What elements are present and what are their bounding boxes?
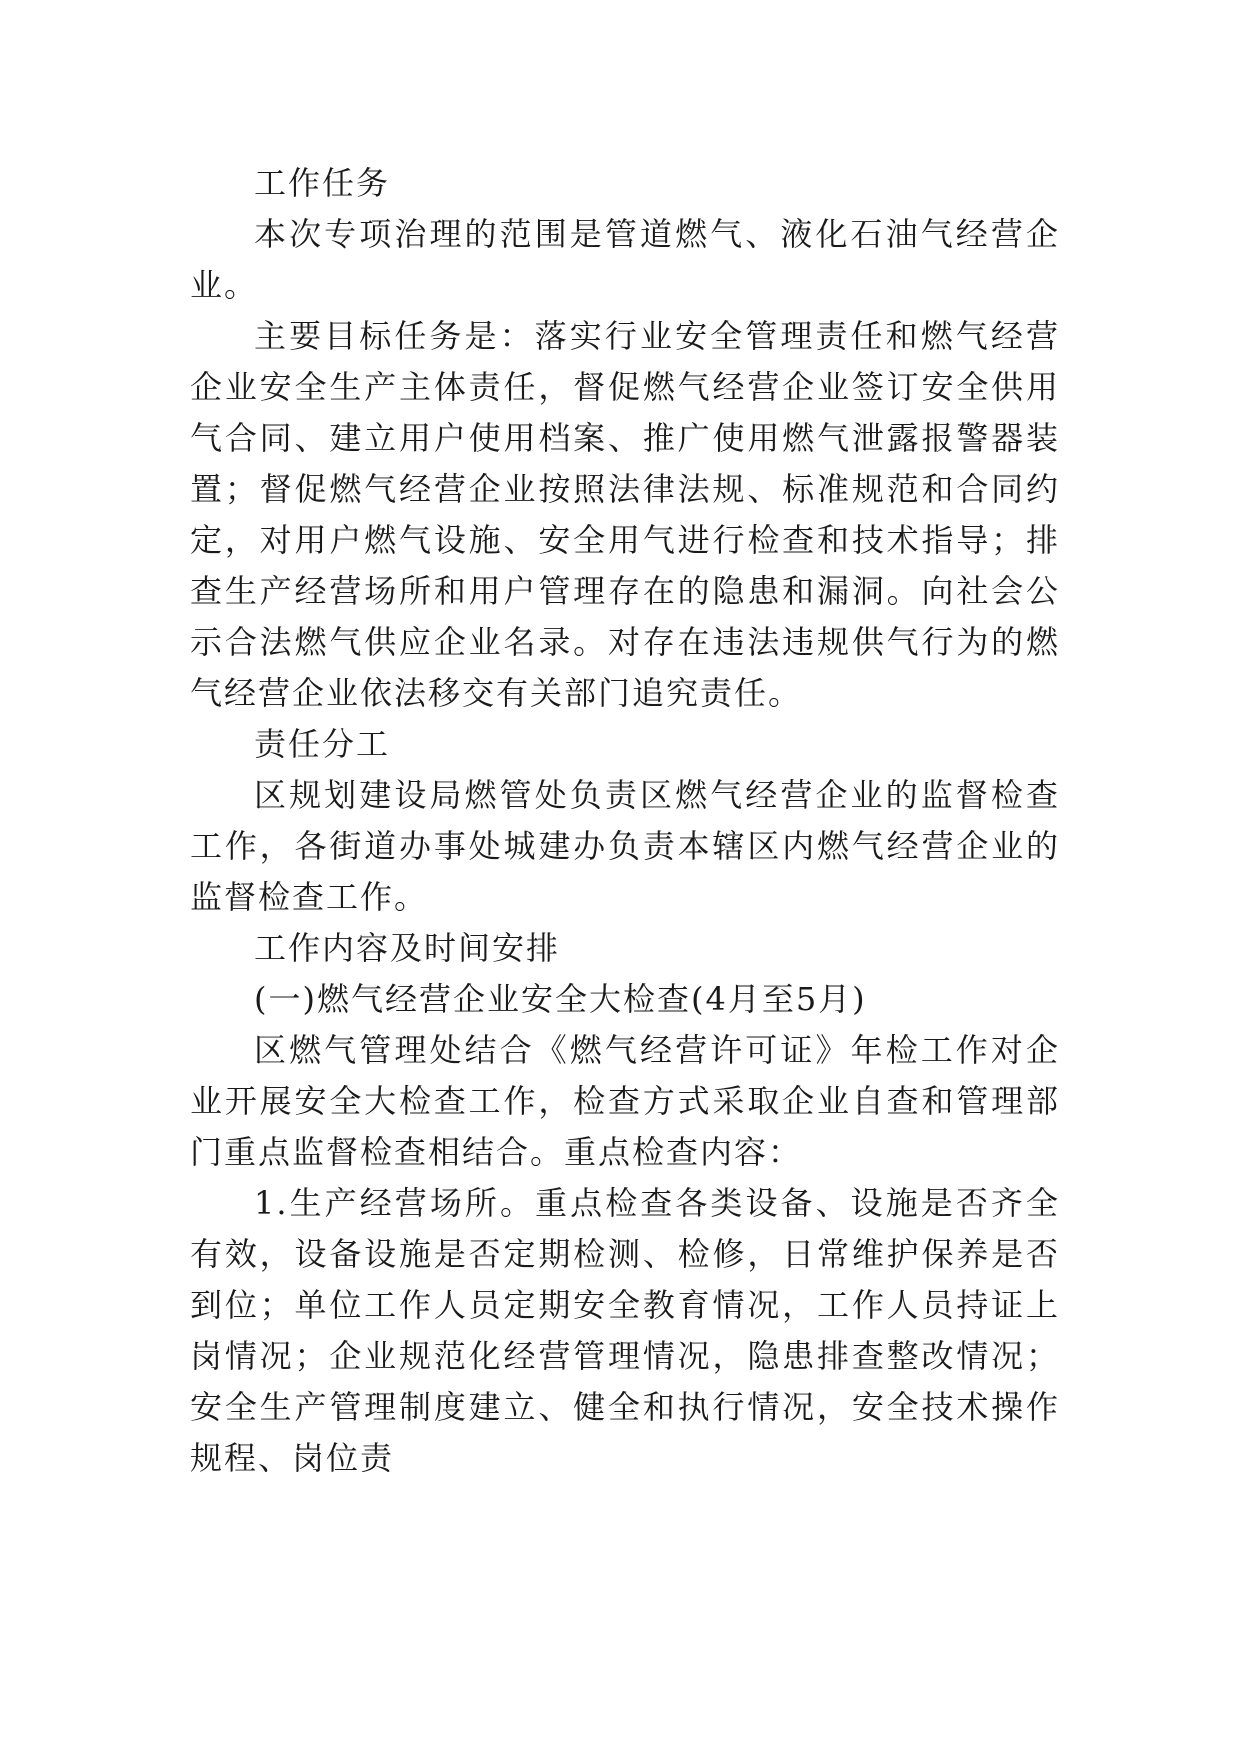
paragraph-scope: 本次专项治理的范围是管道燃气、液化石油气经营企业。	[190, 215, 1060, 304]
document-body	[190, 158, 1060, 1484]
paragraph-responsibility: 区规划建设局燃管处负责区燃气经营企业的监督检查工作，各街道办事处城建办负责本辖区内燃气经营企业的监督检查工作。	[190, 776, 1060, 916]
paragraph-inspection-method: 区燃气管理处结合《燃气经营许可证》年检工作对企业开展安全大检查工作，检查方式采取企业自查和管理部门重点监督检查相结合。重点检查内容：	[190, 1031, 1060, 1171]
heading-content-and-schedule: 工作内容及时间安排	[254, 929, 561, 967]
paragraph-main-goals: 主要目标任务是：落实行业安全管理责任和燃气经营企业安全生产主体责任，督促燃气经营企业签订安全供用气合同、建立用户使用档案、推广使用燃气泄露报警器装置；督促燃气经营企业按照法律法规、标准规范和合同约定，对用户燃气设施、安全用气进行检查和技术指导；排查生产经营场所和用户管理存在的隐患和漏洞。向社会公示合法燃气供应企业名录。对存在违法违规供气行为的燃气经营企业依法移交有关部门追究责任。	[190, 317, 1060, 712]
subheading-safety-inspection: (一)燃气经营企业安全大检查(4月至5月)	[254, 980, 867, 1018]
paragraph-production-sites: 1.生产经营场所。重点检查各类设备、设施是否齐全有效，设备设施是否定期检测、检修，日常维护保养是否到位；单位工作人员定期安全教育情况，工作人员持证上岗情况；企业规范化经营管理情况，隐患排查整改情况；安全生产管理制度建立、健全和执行情况，安全技术操作规程、岗位责	[190, 1184, 1060, 1477]
heading-responsibility-division: 责任分工	[254, 725, 391, 763]
heading-work-tasks: 工作任务	[254, 164, 391, 202]
